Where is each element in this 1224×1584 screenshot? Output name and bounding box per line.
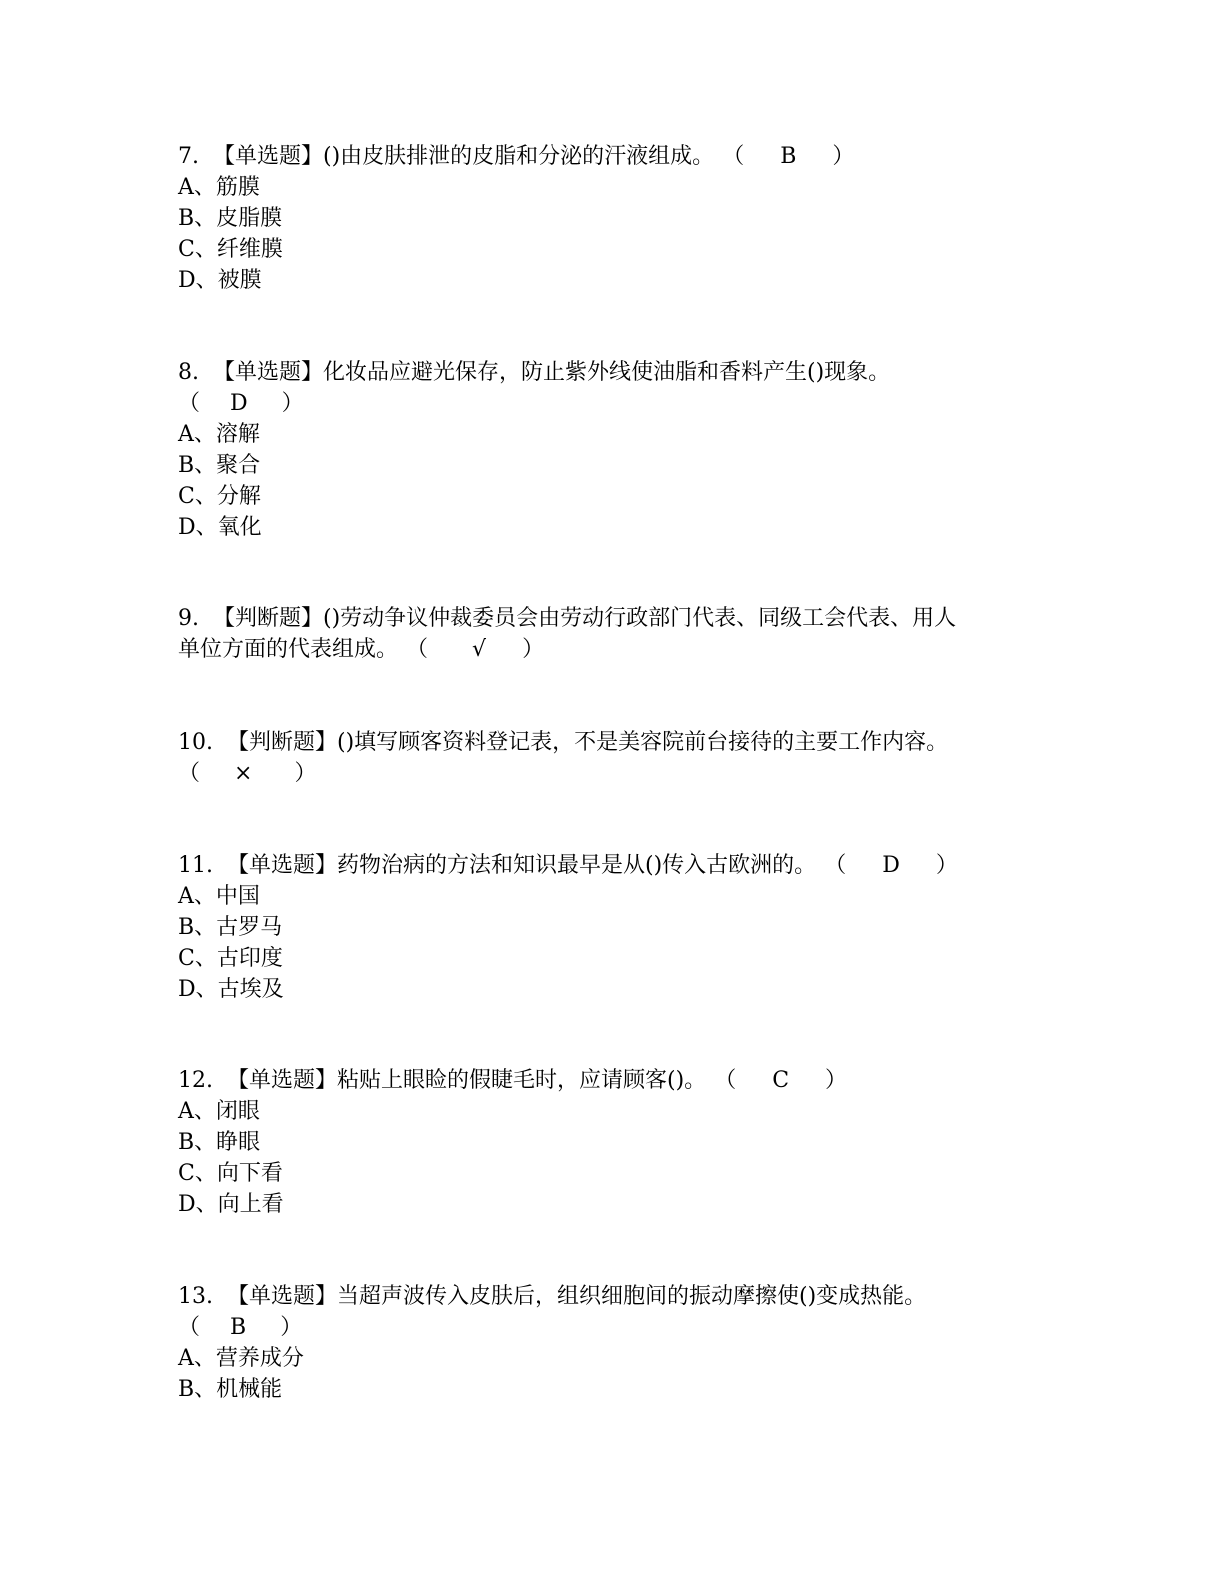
option-text: 古罗马 — [216, 915, 283, 940]
option-text: 向上看 — [217, 1192, 284, 1217]
answer-open-paren: （ — [178, 1315, 201, 1340]
question-stem-line — [178, 1065, 1048, 1096]
question-text: ()由皮肤排泄的皮脂和分泌的汗液组成。 — [323, 144, 715, 169]
question-text: 化妆品应避光保存，防止紫外线使油脂和香料产生()现象。 — [323, 360, 891, 385]
option — [178, 881, 1048, 912]
option — [178, 1374, 1048, 1405]
option — [178, 1343, 1048, 1374]
answer-line — [178, 1312, 1048, 1343]
answer-close-paren: ） — [935, 853, 958, 878]
question-number: 10. — [178, 730, 213, 755]
answer-open-paren: （ — [406, 637, 429, 662]
answer-blank — [178, 1315, 302, 1340]
answer-open-paren: （ — [714, 1068, 737, 1093]
option — [178, 234, 1048, 265]
question-stem-line — [178, 727, 1048, 758]
question-number: 11. — [178, 853, 213, 878]
option-text: 中国 — [215, 884, 260, 909]
question-13 — [178, 1281, 1048, 1405]
answer-close-paren: ） — [825, 1068, 848, 1093]
question-stem-line — [178, 603, 1048, 634]
option-letter: B、 — [178, 1377, 217, 1402]
option-letter: A、 — [178, 175, 216, 200]
answer-blank — [178, 391, 304, 416]
question-type: 【单选题】 — [227, 1068, 338, 1093]
option-text: 溶解 — [215, 422, 260, 447]
option-text: 古埃及 — [217, 977, 284, 1002]
option-letter: B、 — [178, 1130, 217, 1155]
option-letter: C、 — [178, 237, 217, 262]
question-text: ()劳动争议仲裁委员会由劳动行政部门代表、同级工会代表、用人 — [323, 606, 957, 631]
option — [178, 912, 1048, 943]
option-letter: B、 — [178, 206, 217, 231]
question-type: 【单选题】 — [227, 1284, 338, 1309]
option — [178, 1127, 1048, 1158]
option-text: 筋膜 — [215, 175, 260, 200]
answer-open-paren: （ — [722, 144, 745, 169]
option-text: 营养成分 — [215, 1346, 304, 1371]
answer-value: √ — [472, 637, 487, 662]
option-letter: A、 — [178, 884, 216, 909]
option-letter: D、 — [178, 268, 218, 293]
option-text: 睁眼 — [216, 1130, 261, 1155]
option-text: 分解 — [216, 484, 261, 509]
option-letter: A、 — [178, 1099, 216, 1124]
option — [178, 203, 1048, 234]
answer-blank — [706, 1068, 847, 1093]
answer-blank — [178, 761, 316, 786]
answer-blank — [816, 853, 958, 878]
answer-open-paren: （ — [824, 853, 847, 878]
answer-value: D — [230, 391, 248, 416]
option-letter: B、 — [178, 915, 217, 940]
answer-value: × — [234, 761, 253, 786]
option — [178, 1158, 1048, 1189]
answer-blank — [714, 144, 854, 169]
question-text: 粘贴上眼睑的假睫毛时，应请顾客()。 — [337, 1068, 707, 1093]
question-stem-line — [178, 634, 1048, 665]
option-letter: A、 — [178, 1346, 216, 1371]
option-text: 机械能 — [216, 1377, 283, 1402]
option-letter: C、 — [178, 946, 217, 971]
option — [178, 512, 1048, 543]
option — [178, 450, 1048, 481]
question-type: 【判断题】 — [213, 606, 324, 631]
answer-value: B — [230, 1315, 247, 1340]
question-text: 单位方面的代表组成。 — [178, 637, 399, 662]
question-type: 【单选题】 — [213, 360, 324, 385]
question-text: 药物治病的方法和知识最早是从()传入古欧洲的。 — [337, 853, 817, 878]
question-type: 【单选题】 — [227, 853, 338, 878]
option-letter: C、 — [178, 484, 217, 509]
question-7 — [178, 141, 1048, 296]
question-number: 7. — [178, 144, 199, 169]
question-10 — [178, 727, 1048, 789]
question-number: 13. — [178, 1284, 213, 1309]
answer-close-paren: ） — [294, 761, 317, 786]
option-text: 闭眼 — [215, 1099, 260, 1124]
option — [178, 943, 1048, 974]
question-text: 当超声波传入皮肤后，组织细胞间的振动摩擦使()变成热能。 — [337, 1284, 927, 1309]
question-number: 8. — [178, 360, 199, 385]
option-text: 皮脂膜 — [216, 206, 283, 231]
option — [178, 265, 1048, 296]
option-text: 向下看 — [216, 1161, 283, 1186]
answer-line — [178, 388, 1048, 419]
question-stem-line — [178, 357, 1048, 388]
answer-close-paren: ） — [522, 637, 545, 662]
answer-value: C — [772, 1068, 790, 1093]
question-12 — [178, 1065, 1048, 1220]
option-letter: D、 — [178, 515, 218, 540]
answer-open-paren: （ — [178, 391, 201, 416]
option-letter: A、 — [178, 422, 216, 447]
option — [178, 419, 1048, 450]
option-text: 氧化 — [217, 515, 262, 540]
question-number: 9. — [178, 606, 199, 631]
option-text: 聚合 — [216, 453, 261, 478]
option — [178, 1096, 1048, 1127]
option-letter: D、 — [178, 977, 218, 1002]
question-stem-line — [178, 850, 1048, 881]
option-text: 古印度 — [216, 946, 283, 971]
option — [178, 172, 1048, 203]
option-text: 纤维膜 — [216, 237, 283, 262]
option — [178, 481, 1048, 512]
question-stem-line — [178, 1281, 1048, 1312]
question-9 — [178, 603, 1048, 665]
answer-line — [178, 758, 1048, 789]
answer-close-paren: ） — [281, 391, 304, 416]
option — [178, 1189, 1048, 1220]
option-letter: D、 — [178, 1192, 218, 1217]
option-letter: B、 — [178, 453, 217, 478]
question-type: 【判断题】 — [227, 730, 338, 755]
answer-close-paren: ） — [832, 144, 855, 169]
answer-blank — [398, 637, 544, 662]
question-stem-line — [178, 141, 1048, 172]
answer-close-paren: ） — [280, 1315, 303, 1340]
answer-value: B — [780, 144, 797, 169]
question-11 — [178, 850, 1048, 1005]
option-letter: C、 — [178, 1161, 217, 1186]
answer-open-paren: （ — [178, 761, 201, 786]
question-type: 【单选题】 — [213, 144, 324, 169]
answer-value: D — [882, 853, 900, 878]
question-number: 12. — [178, 1068, 213, 1093]
question-text: ()填写顾客资料登记表，不是美容院前台接待的主要工作内容。 — [337, 730, 949, 755]
option-text: 被膜 — [217, 268, 262, 293]
question-8 — [178, 357, 1048, 543]
option — [178, 974, 1048, 1005]
